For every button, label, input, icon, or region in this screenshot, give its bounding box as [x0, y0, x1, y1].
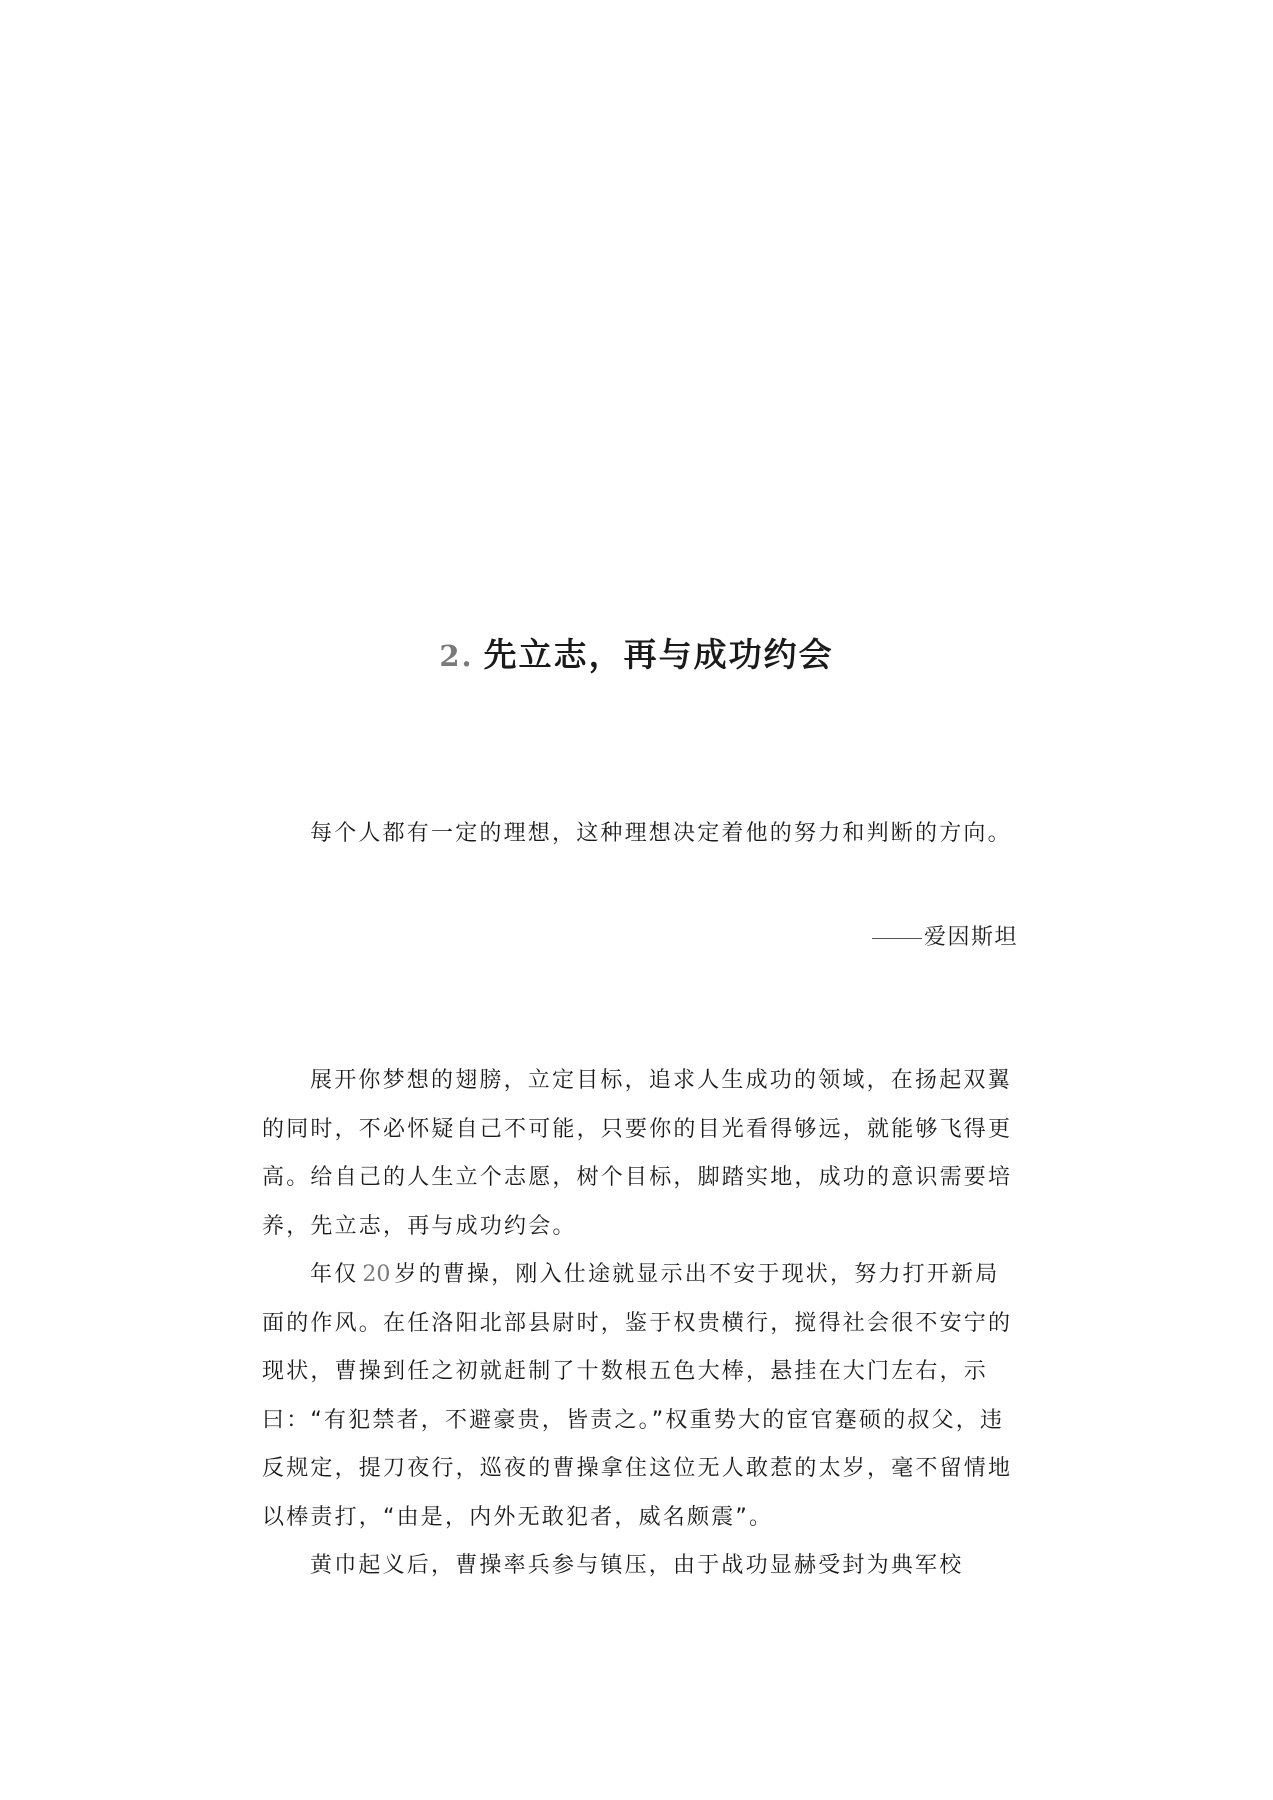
chapter-title-text: 先立志，再与成功约会: [483, 635, 834, 675]
epigraph-quote: 每个人都有一定的理想，这种理想决定着他的努力和判断的方向。: [310, 821, 1012, 846]
paragraph-text: 岁的曹操，刚入仕途就显示出不安于现状，努力打开新局面的作风。在任洛阳北部县尉时，鉴于权贵横行，搅得社会很不安宁的现状，曹操到任之初就赶制了十数根五色大棒，悬挂在大门左右，示曰：“有犯禁者，不避豪贵，皆责之。”权重势大的宦官蹇硕的叔父，违反规定，提刀夜行，巡夜的曹操拿住这位无人敢惹的太岁，毫不留情地以棒责打，“由是，内外无敢犯者，威名颇震”。: [262, 1262, 1013, 1530]
paragraph: [262, 1251, 1018, 1542]
paragraph-text: 年仅: [310, 1262, 359, 1287]
paragraph: 展开你梦想的翅膀，立定目标，追求人生成功的领域，在扬起双翼的同时，不必怀疑自己不可能，只要你的目光看得够远，就能够飞得更高。给自己的人生立个志愿，树个目标，脚踏实地，成功的意识需要培养，先立志，再与成功约会。: [262, 1068, 1013, 1239]
chapter-number: 2.: [439, 639, 474, 674]
paragraph: 黄巾起义后，曹操率兵参与镇压，由于战功显赫受封为典军校: [310, 1553, 964, 1578]
body-text: [262, 1057, 1018, 1591]
age-number: 20: [362, 1262, 391, 1287]
epigraph-author: 爱因斯坦: [923, 925, 1018, 950]
epigraph-attribution: [872, 914, 1018, 962]
attribution-dash: [872, 938, 922, 939]
chapter-title: [0, 630, 1273, 681]
